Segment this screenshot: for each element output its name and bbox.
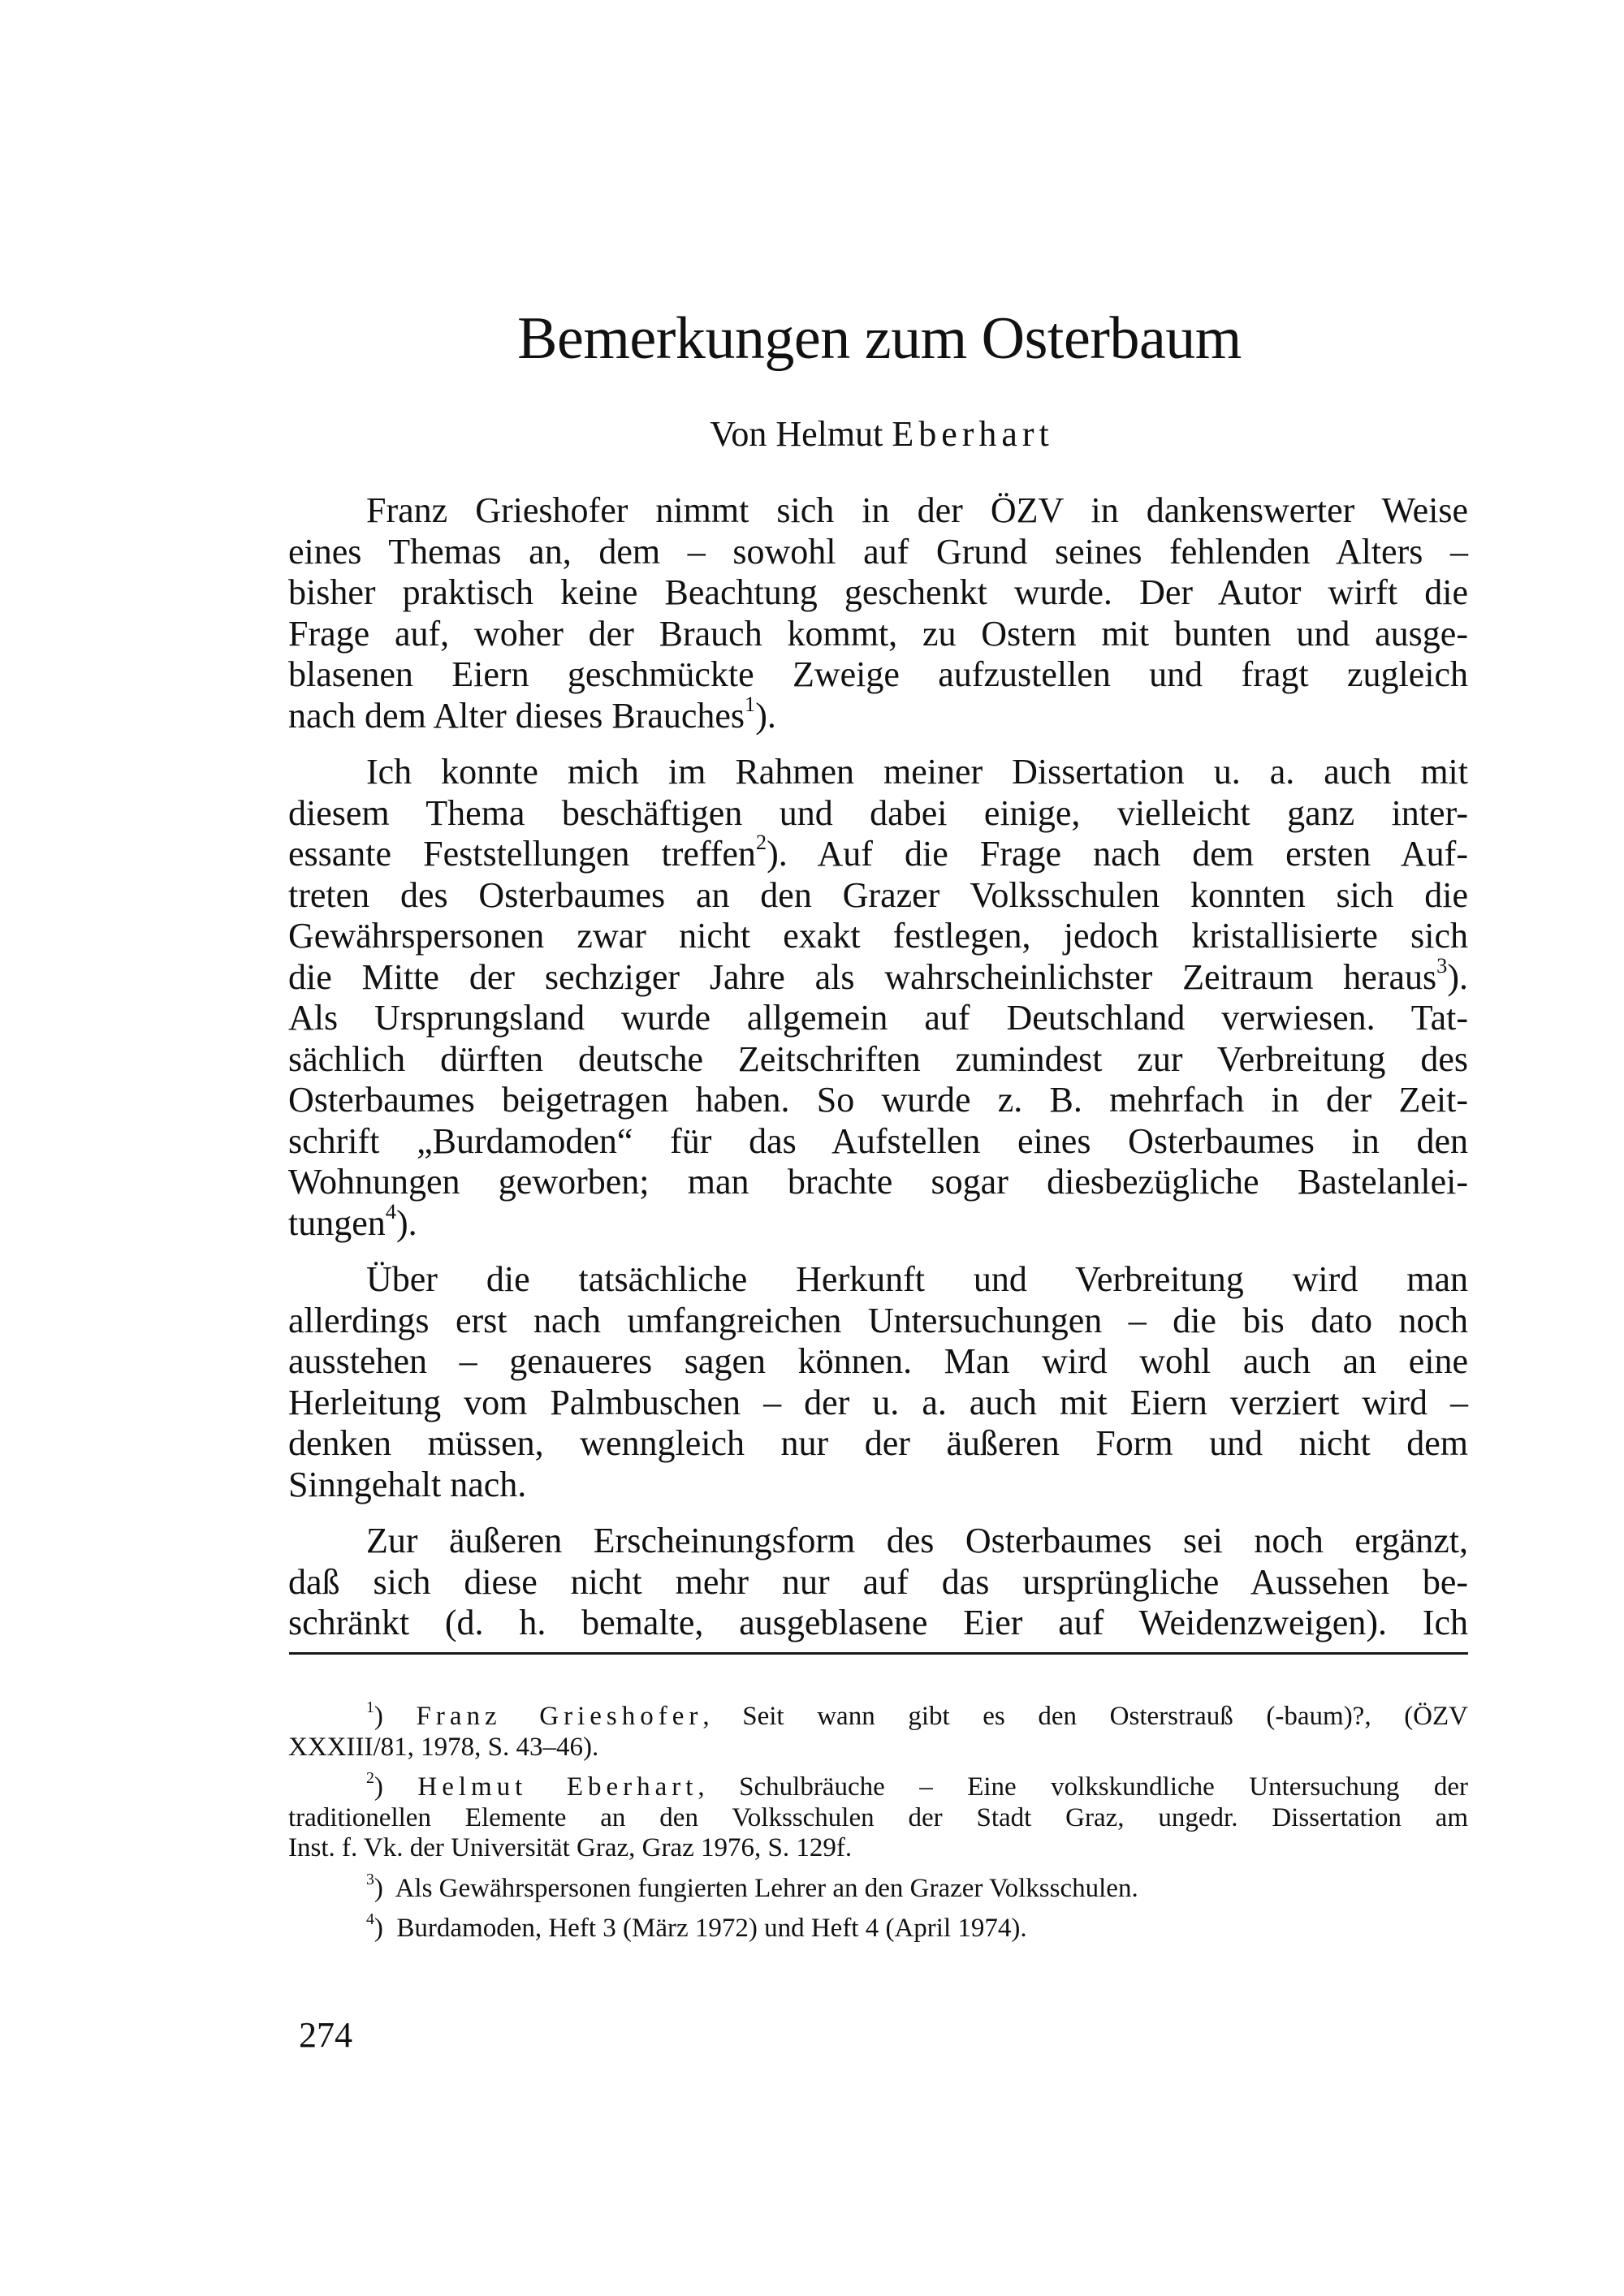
- line-text: tungen: [288, 1202, 386, 1243]
- text-line: Wohnungen geworben; man brachte sogar diesbezügliche Bastelanlei-: [288, 1162, 1468, 1202]
- line-text: die Mitte der sechziger Jahre als wahrscheinlichster Zeitraum heraus: [288, 956, 1437, 997]
- footnote-text: Burdamoden, Heft 3 (März 1972) und Heft 4 (April 1974).: [396, 1914, 1027, 1943]
- text-line: Als Ursprungsland wurde allgemein auf Deutschland verwiesen. Tat-: [288, 998, 1468, 1038]
- paragraph-1: [288, 490, 1468, 736]
- footnote-text: , Seit wann gibt es den Osterstrauß (-baum)?, (ÖZV: [702, 1702, 1469, 1731]
- footnote-ref[interactable]: 3: [1436, 952, 1448, 978]
- text-line: schrift „Burdamoden“ für das Aufstellen eines Osterbaumes in den: [288, 1120, 1468, 1161]
- text-line: treten des Osterbaumes an den Grazer Volksschulen konnten sich die: [288, 874, 1468, 915]
- byline-prefix: Von Helmut: [710, 414, 883, 454]
- text-line: Gewährspersonen zwar nicht exakt festlegen, jedoch kristallisierte sich: [288, 916, 1468, 956]
- paragraph-spacer: [288, 1505, 1468, 1521]
- paragraph-3: [288, 1259, 1468, 1505]
- footnote-line: XXXIII/81, 1978, S. 43–46).: [288, 1732, 599, 1762]
- text-line: ausstehen – genaueres sagen können. Man wird wohl auch an eine: [288, 1341, 1468, 1381]
- paragraph-spacer: [288, 1244, 1468, 1259]
- text-line: Über die tatsächliche Herkunft und Verbreitung wird man: [366, 1259, 1468, 1299]
- text-line: Franz Grieshofer nimmt sich in der ÖZV in dankenswerter Weise: [366, 490, 1468, 530]
- footnote-4: [288, 1910, 1468, 1944]
- footnote-number: 2: [366, 1769, 374, 1788]
- text-line: Osterbaumes beigetragen haben. So wurde z. B. mehrfach in der Zeit-: [288, 1080, 1468, 1120]
- footnote-paren: ): [374, 1772, 418, 1802]
- text-line: schränkt (d. h. bemalte, ausgeblasene Eier auf Weidenzweigen). Ich: [288, 1603, 1468, 1642]
- footnote-spacer: [288, 1904, 1468, 1914]
- text-line: blasenen Eiern geschmückte Zweige aufzustellen und fragt zugleich: [288, 654, 1468, 694]
- footnote-1: [288, 1698, 1469, 1763]
- line-tail: ).: [755, 695, 776, 736]
- text-line: [288, 830, 1468, 875]
- footnote-3: [288, 1870, 1468, 1905]
- text-line: [288, 691, 1468, 737]
- footnote-spacer: [288, 1864, 1468, 1874]
- footnote-text: , Schulbräuche – Eine volkskundliche Untersuchung der: [698, 1772, 1468, 1802]
- page-number: 274: [299, 2015, 352, 2055]
- footnotes: [288, 1698, 1469, 1944]
- footnote-spacer: [288, 1763, 1468, 1772]
- paragraph-spacer: [288, 736, 1468, 752]
- footnote-ref[interactable]: 4: [385, 1198, 396, 1224]
- footnote-number: 4: [366, 1910, 374, 1929]
- line-text: essante Feststellungen treffen: [288, 834, 756, 874]
- footnote-line: [288, 1769, 1468, 1803]
- footnote-ref[interactable]: 1: [745, 691, 756, 716]
- line-text: nach dem Alter dieses Brauches: [288, 695, 745, 736]
- footnote-number: 1: [366, 1698, 374, 1717]
- text-line: bisher praktisch keine Beachtung geschenkt wurde. Der Autor wirft die: [288, 572, 1468, 612]
- footnote-line: [288, 1698, 1469, 1733]
- article-body: [288, 490, 1468, 1644]
- footnote-line: [288, 1910, 1468, 1944]
- line-tail: ). Auf die Frage nach dem ersten Auf-: [767, 834, 1468, 874]
- footnote-line: traditionellen Elemente an den Volksschulen der Stadt Graz, ungedr. Dissertation am: [288, 1802, 1468, 1832]
- footnote-ref[interactable]: 2: [755, 830, 767, 855]
- text-line: Frage auf, woher der Brauch kommt, zu Ostern mit bunten und ausge-: [288, 613, 1468, 654]
- footnote-line: Inst. f. Vk. der Universität Graz, Graz 1976, S. 129f.: [288, 1833, 853, 1862]
- footnote-2: [288, 1769, 1468, 1864]
- article-title: Bemerkungen zum Osterbaum: [517, 305, 1242, 372]
- text-line: Herleitung vom Palmbuschen – der u. a. auch mit Eiern verziert wird –: [288, 1382, 1468, 1422]
- text-line: diesem Thema beschäftigen und dabei einige, vielleicht ganz inter-: [288, 792, 1468, 833]
- footnote-paren: ): [374, 1873, 395, 1903]
- footnote-text: Als Gewährspersonen fungierten Lehrer an den Grazer Volksschulen.: [395, 1873, 1138, 1903]
- footnote-line: [288, 1870, 1468, 1905]
- text-line: allerdings erst nach umfangreichen Untersuchungen – die bis dato noch: [288, 1300, 1468, 1340]
- byline-author: Eberhart: [892, 414, 1054, 454]
- footnote-author: Helmut Eberhart: [417, 1772, 698, 1802]
- text-line: [288, 1198, 1468, 1245]
- text-line: Ich konnte mich im Rahmen meiner Dissertation u. a. auch mit: [366, 752, 1468, 792]
- text-line: Zur äußeren Erscheinungsform des Osterbaumes sei noch ergänzt,: [366, 1521, 1468, 1560]
- text-line: denken müssen, wenngleich nur der äußeren Form und nicht dem: [288, 1423, 1468, 1463]
- footnote-separator-rule: [289, 1652, 1468, 1655]
- text-line: sächlich dürften deutsche Zeitschriften zumindest zur Verbreitung des: [288, 1038, 1468, 1079]
- paragraph-2: [288, 752, 1468, 1244]
- line-tail: ).: [395, 1202, 417, 1243]
- text-line: daß sich diese nicht mehr nur auf das ursprüngliche Aussehen be-: [288, 1561, 1468, 1602]
- footnote-number: 3: [366, 1870, 374, 1888]
- footnote-paren: ): [374, 1702, 417, 1731]
- text-line: Sinngehalt nach.: [288, 1464, 527, 1504]
- article-byline: [0, 412, 1624, 456]
- footnote-paren: ): [374, 1914, 397, 1943]
- text-line: eines Themas an, dem – sowohl auf Grund seines fehlenden Alters –: [288, 531, 1468, 572]
- footnote-author: Franz Grieshofer: [416, 1702, 703, 1731]
- paragraph-4: [288, 1521, 1468, 1644]
- text-line: [288, 952, 1468, 999]
- line-tail: ).: [1447, 956, 1468, 997]
